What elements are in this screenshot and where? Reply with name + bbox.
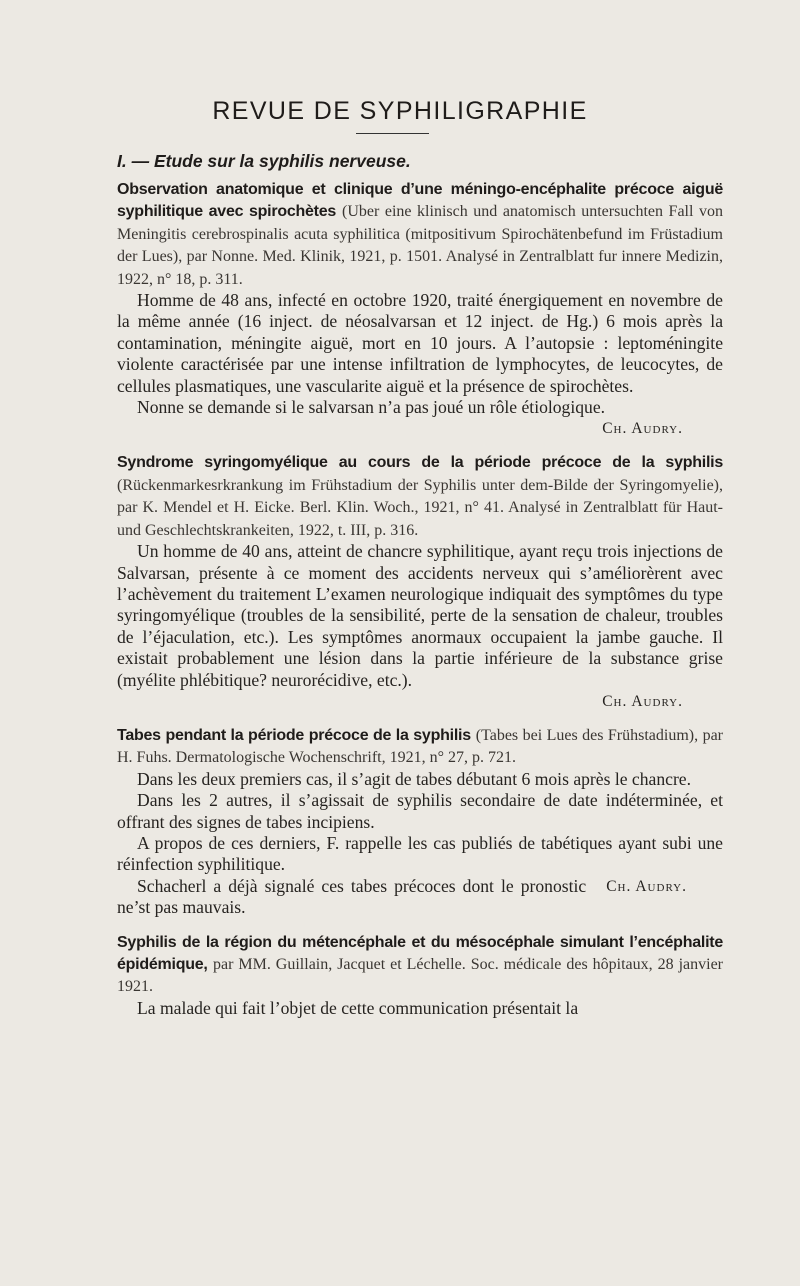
paragraph-text: Schacherl a déjà signalé ces tabes précoces dont le pronostic ne’st pas mauvais. [117,875,587,918]
entry-citation: par MM. Guillain, Jacquet et Léchelle. Soc. médicale des hôpitaux, 28 janvier 1921. [117,956,723,996]
paragraph: A propos de ces derniers, F. rappelle les cas publiés de tabétiques ayant subi une réinfection syphilitique. [117,832,723,875]
section-title: I. — Etude sur la syphilis nerveuse. [117,151,411,171]
entry-citation: (Uber eine klinisch und anatomisch untersuchten Fall von Meningitis cerebrospinalis acuta syphilitica (mitpositivum Spirochätenbefund im Früstadium der Lues), par Nonne. Med. Klinik, 1921, p. 1501. Analysé in Zentralblatt fur innere Medizin, 1922, n° 18, p. 311. [117,203,723,288]
entry-title: Tabes pendant la période précoce de la syphilis [117,726,471,744]
entry-heading-3 [117,724,723,769]
review-entry-4 [117,931,723,1020]
entry-title: Observation anatomique et clinique d’une méningo-encéphalite précoce aiguë syphilitique avec spirochètes [117,181,723,221]
entry-heading-2 [117,451,723,541]
page-title: REVUE DE SYPHILIGRAPHIE [212,97,588,125]
entry-title: Syphilis de la région du métencéphale et du mésocéphale simulant l’encéphalite épidémique, [117,933,723,973]
paragraph: La malade qui fait l’objet de cette communication présentait la [137,997,579,1018]
paragraph: Nonne se demande si le salvarsan n’a pas joué un rôle étiologique. [137,397,606,418]
paragraph: Dans les deux premiers cas, il s’agit de tabes débutant 6 mois après le chancre. [137,768,692,789]
article-body [117,178,723,1019]
entry-citation: (Rückenmarkesrkrankung im Frühstadium der Syphilis unter dem-Bilde der Syringomyelie), par K. Mendel et H. Eicke. Berl. Klin. Woch., 1921, n° 41. Analysé in Zentralblatt für Haut-und Geschlechtskrankeiten, 1922, t. III, p. 316. [117,476,723,539]
paragraph: Un homme de 40 ans, atteint de chancre syphilitique, ayant reçu trois injections de Salvarsan, présente à ce moment des accidents nerveux qui s’améliorèrent avec l’achèvement du traitement L’examen neurologique indiquait des symptômes du type syringomyélique (troubles de la sensibilité, perte de la sensation de chaleur, troubles de l’éjaculation, etc.). Les symptômes anormaux occupaient la jambe gauche. Il existait probablement une lésion dans la partie inférieure de la substance grise (myélite phlébitique? neurorécidive, etc.). [117,541,723,690]
review-entry-1 [117,178,723,439]
title-rule [356,133,429,134]
signature: Ch. Audry. [602,420,683,438]
entry-heading-1 [117,178,723,290]
entry-heading-4 [117,931,723,998]
paragraph-with-signature [117,876,723,919]
paragraph: Homme de 48 ans, infecté en octobre 1920, traité énergiquement en novembre de la même année (16 inject. de néosalvarsan et 12 inject. de Hg.) 6 mois après la contamination, méningite aiguë, mort en 10 jours. A l’autopsie : leptoméningite violente caractérisée par une intense infiltration de lymphocytes, de leucocytes, de cellules plasmatiques, une vascularite aiguë et la présence de spirochètes. [117,290,723,396]
signature: Ch. Audry. [602,692,683,710]
paragraph: Dans les 2 autres, il s’agissait de syphilis secondaire de date indéterminée, et offrant des signes de tabes incipiens. [117,790,723,832]
entry-title: Syndrome syringomyélique au cours de la période précoce de la syphilis [117,454,723,472]
entry-citation: (Tabes bei Lues des Frühstadium), par H. Fuhs. Dermatologische Wochenschrift, 1921, n° 27, p. 721. [117,726,724,767]
review-entry-2 [117,451,723,711]
signature: Ch. Audry. [606,877,687,895]
review-entry-3 [117,724,723,919]
